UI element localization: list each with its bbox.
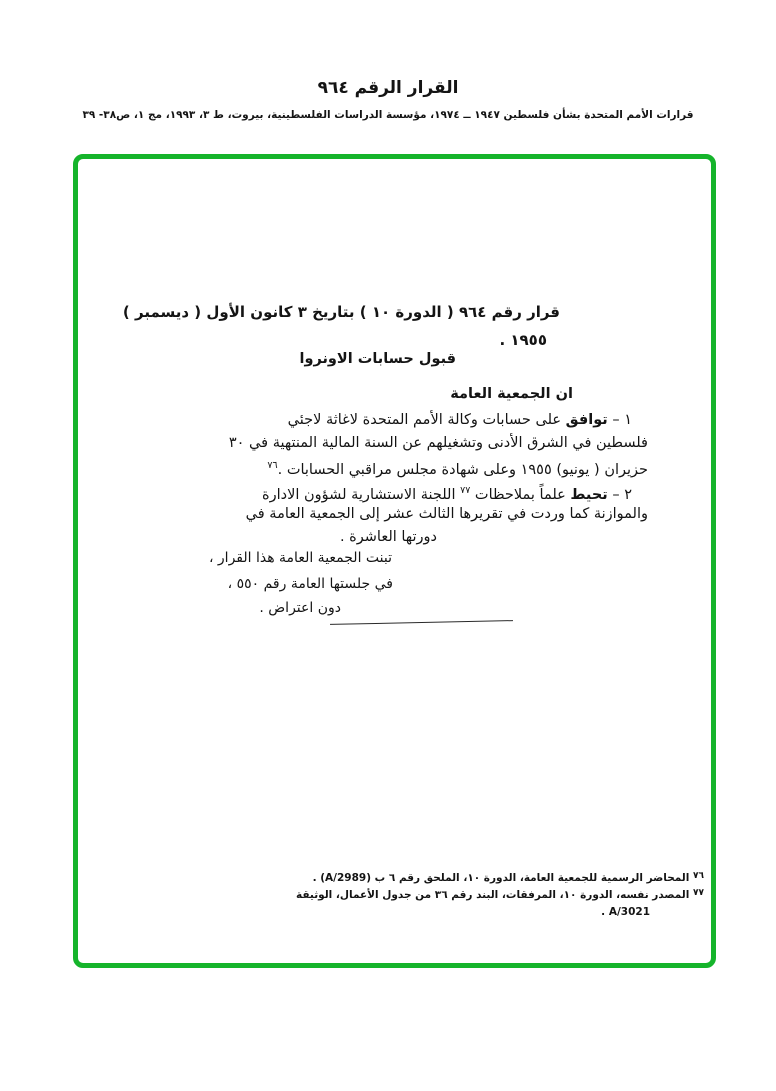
footnote-ref-76: ٧٦ — [267, 460, 278, 471]
closing-line-1: تبنت الجمعية العامة هذا القرار ، — [208, 550, 392, 566]
assembly-opening: ان الجمعية العامة — [450, 386, 573, 402]
footnote-77-continuation: A/3021 . — [601, 906, 650, 918]
resolution-subtitle: قبول حسابات الاونروا — [299, 351, 456, 367]
document-frame — [73, 154, 716, 968]
paragraph-1-verb: توافق — [565, 412, 608, 428]
paragraph-2-line-2: والموازنة كما وردت في تقريرها الثالث عشر إلى الجمعية العامة في — [245, 506, 648, 522]
closing-line-2: في جلستها العامة رقم ٥٥٠ ، — [227, 576, 393, 592]
footnote-76-number: ٧٦ — [693, 871, 704, 881]
footnote-77-text: المصدر نفسه، الدورة ١٠، المرفقات، البند رقم ٣٦ من جدول الأعمال، الوثيقة — [295, 889, 690, 901]
paragraph-2-line-1-mid: علماً بملاحظات — [470, 486, 571, 503]
paragraph-1-line-3 — [267, 455, 648, 481]
page-title: القرار الرقم ٩٦٤ — [317, 78, 459, 98]
paragraph-2-number: ٢ – — [607, 486, 632, 503]
paragraph-1-line-1-text: على حسابات وكالة الأمم المتحدة لاغاثة لاجئي — [287, 412, 566, 428]
paragraph-2-line-1-text: اللجنة الاستشارية لشؤون الادارة — [262, 486, 461, 503]
source-citation: قرارات الأمم المتحدة بشأن فلسطين ١٩٤٧ ــ ١٩٧٤، مؤسسة الدراسات الفلسطينية، بيروت، ط ٣، ١٩٩٣، مج ١، ص٣٨- ٣٩ — [82, 109, 694, 121]
footnote-ref-77: ٧٧ — [460, 485, 471, 496]
paragraph-2-line-1 — [262, 480, 632, 506]
closing-line-3: دون اعتراض . — [259, 600, 341, 616]
paragraph-2-line-3: دورتها العاشرة . — [339, 529, 437, 545]
paragraph-1-number: ١ – — [607, 412, 632, 428]
footnote-77-number: ٧٧ — [693, 888, 704, 898]
footnote-77 — [296, 887, 710, 904]
paragraph-2-verb: تحيط — [570, 486, 608, 503]
paragraph-1-line-2: فلسطين في الشرق الأدنى وتشغيلهم عن السنة المالية المنتهية في ٣٠ — [228, 435, 648, 451]
resolution-title-line1: قرار رقم ٩٦٤ ( الدورة ١٠ ) بتاريخ ٣ كانون الأول ( ديسمبر ) — [122, 303, 560, 321]
paragraph-1-line-3-text: حزيران ( يونيو) ١٩٥٥ وعلى شهادة مجلس مراقبي الحسابات . — [277, 461, 648, 478]
resolution-title-line2: ١٩٥٥ . — [499, 331, 547, 349]
footnote-76 — [313, 870, 710, 887]
footnote-76-text: المحاضر الرسمية للجمعية العامة، الدورة ١٠، الملحق رقم ٦ ب (A/2989) . — [312, 872, 690, 884]
paragraph-1-line-1 — [288, 409, 632, 431]
